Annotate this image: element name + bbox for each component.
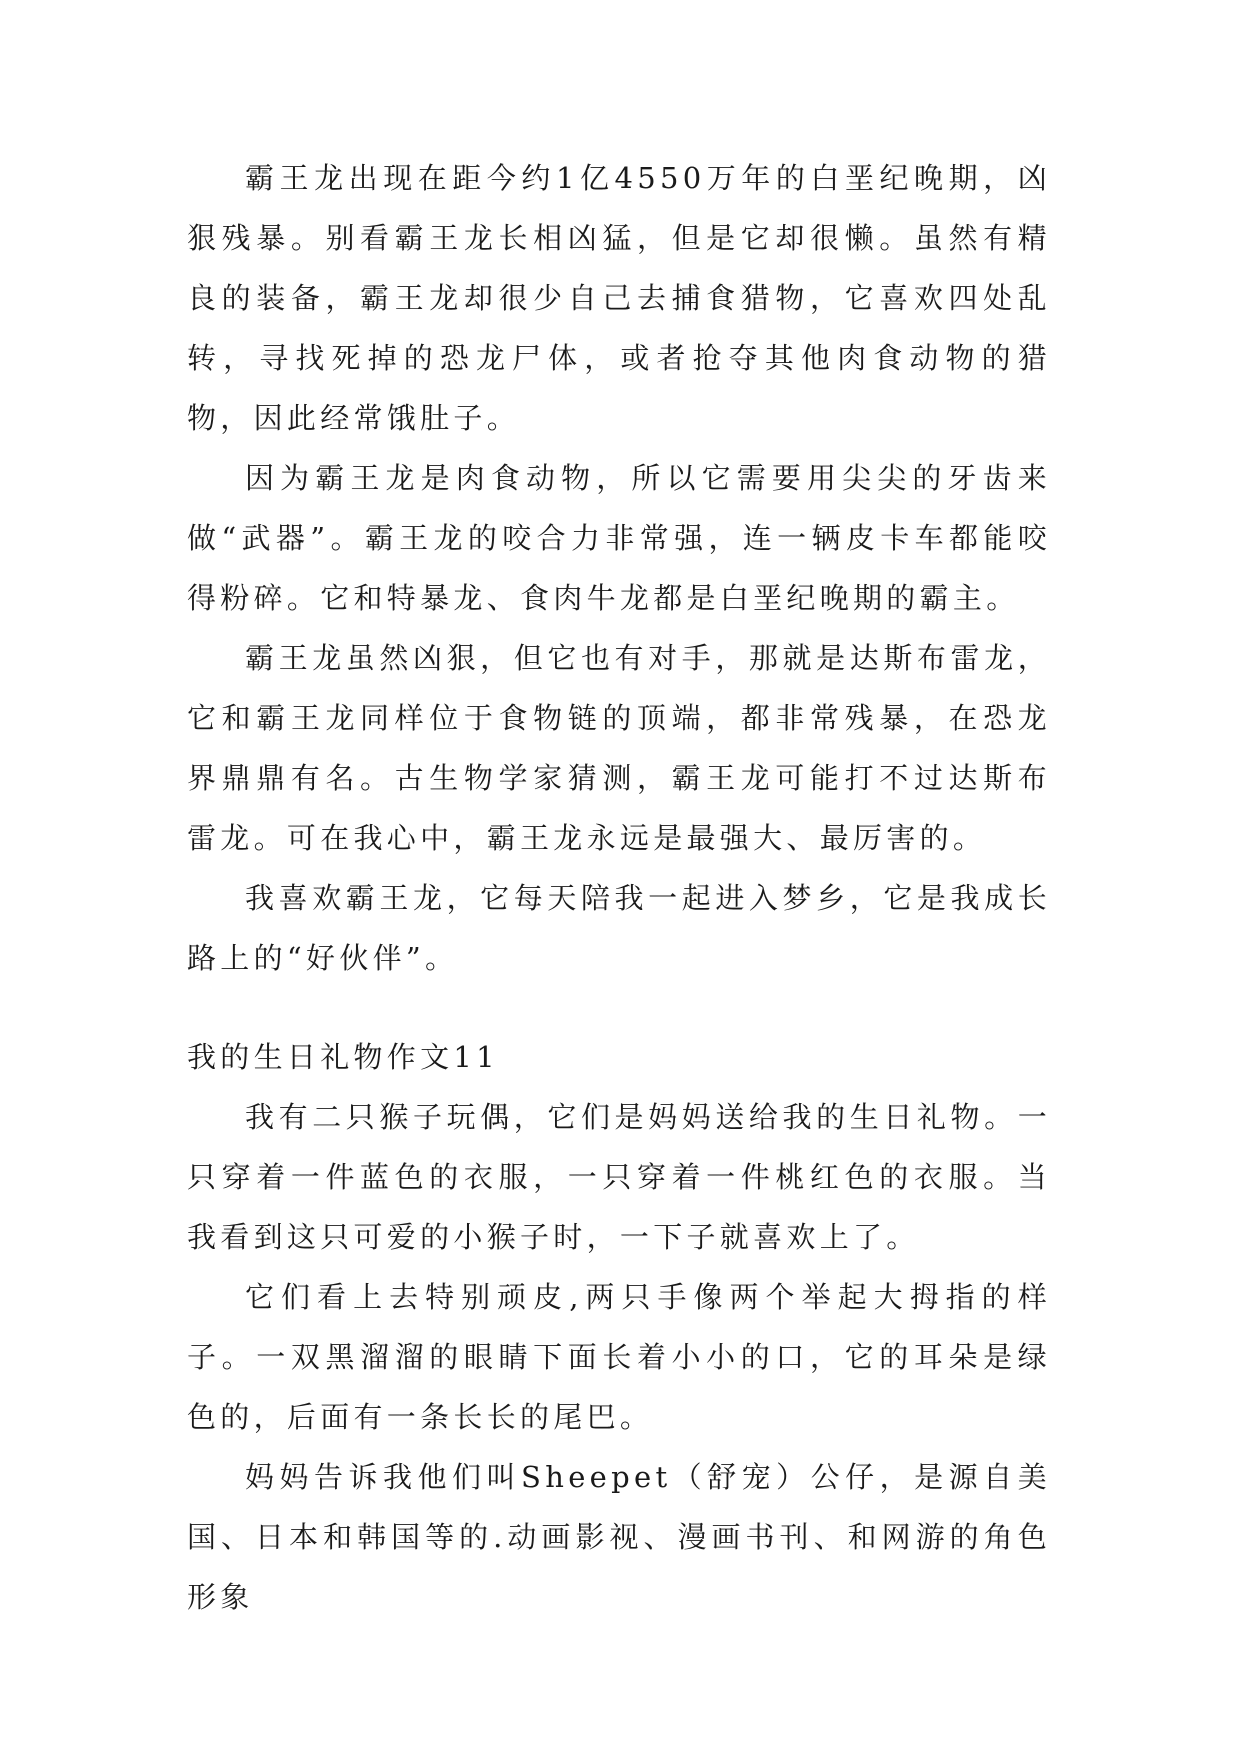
section-title: 我的生日礼物作文11 <box>187 1040 499 1074</box>
paragraph-tyrannosaurus-teeth: 因为霸王龙是肉食动物，所以它需要用尖尖的牙齿来做“武器”。霸王龙的咬合力非常强，连一辆皮卡车都能咬得粉碎。它和特暴龙、食肉牛龙都是白垩纪晚期的霸主。 <box>187 461 1051 615</box>
paragraph-monkey-appearance: 它们看上去特别顽皮,两只手像两个举起大拇指的样子。一双黑溜溜的眼睛下面长着小小的口，它的耳朵是绿色的，后面有一条长长的尾巴。 <box>187 1280 1051 1434</box>
section-1-body <box>187 148 1051 988</box>
paragraph-tyrannosaurus-rival: 霸王龙虽然凶狠，但它也有对手，那就是达斯布雷龙，它和霸王龙同样位于食物链的顶端，都非常残暴，在恐龙界鼎鼎有名。古生物学家猜测，霸王龙可能打不过达斯布雷龙。可在我心中，霸王龙永远是最强大、最厉害的。 <box>187 641 1051 855</box>
paragraph-monkey-gift: 我有二只猴子玩偶，它们是妈妈送给我的生日礼物。一只穿着一件蓝色的衣服，一只穿着一件桃红色的衣服。当我看到这只可爱的小猴子时，一下子就喜欢上了。 <box>187 1100 1051 1254</box>
paragraph-tyrannosaurus-intro: 霸王龙出现在距今约1亿4550万年的白垩纪晚期，凶狠残暴。别看霸王龙长相凶猛，但是它却很懒。虽然有精良的装备，霸王龙却很少自己去捕食猎物，它喜欢四处乱转，寻找死掉的恐龙尸体，或者抢夺其他肉食动物的猎物，因此经常饿肚子。 <box>187 161 1051 435</box>
paragraph-tyrannosaurus-friend: 我喜欢霸王龙，它每天陪我一起进入梦乡，它是我成长路上的“好伙伴”。 <box>187 881 1051 975</box>
section-2-body <box>187 1027 1051 1627</box>
paragraph-monkey-origin: 妈妈告诉我他们叫Sheepet（舒宠）公仔，是源自美国、日本和韩国等的.动画影视、漫画书刊、和网游的角色形象 <box>187 1460 1051 1614</box>
